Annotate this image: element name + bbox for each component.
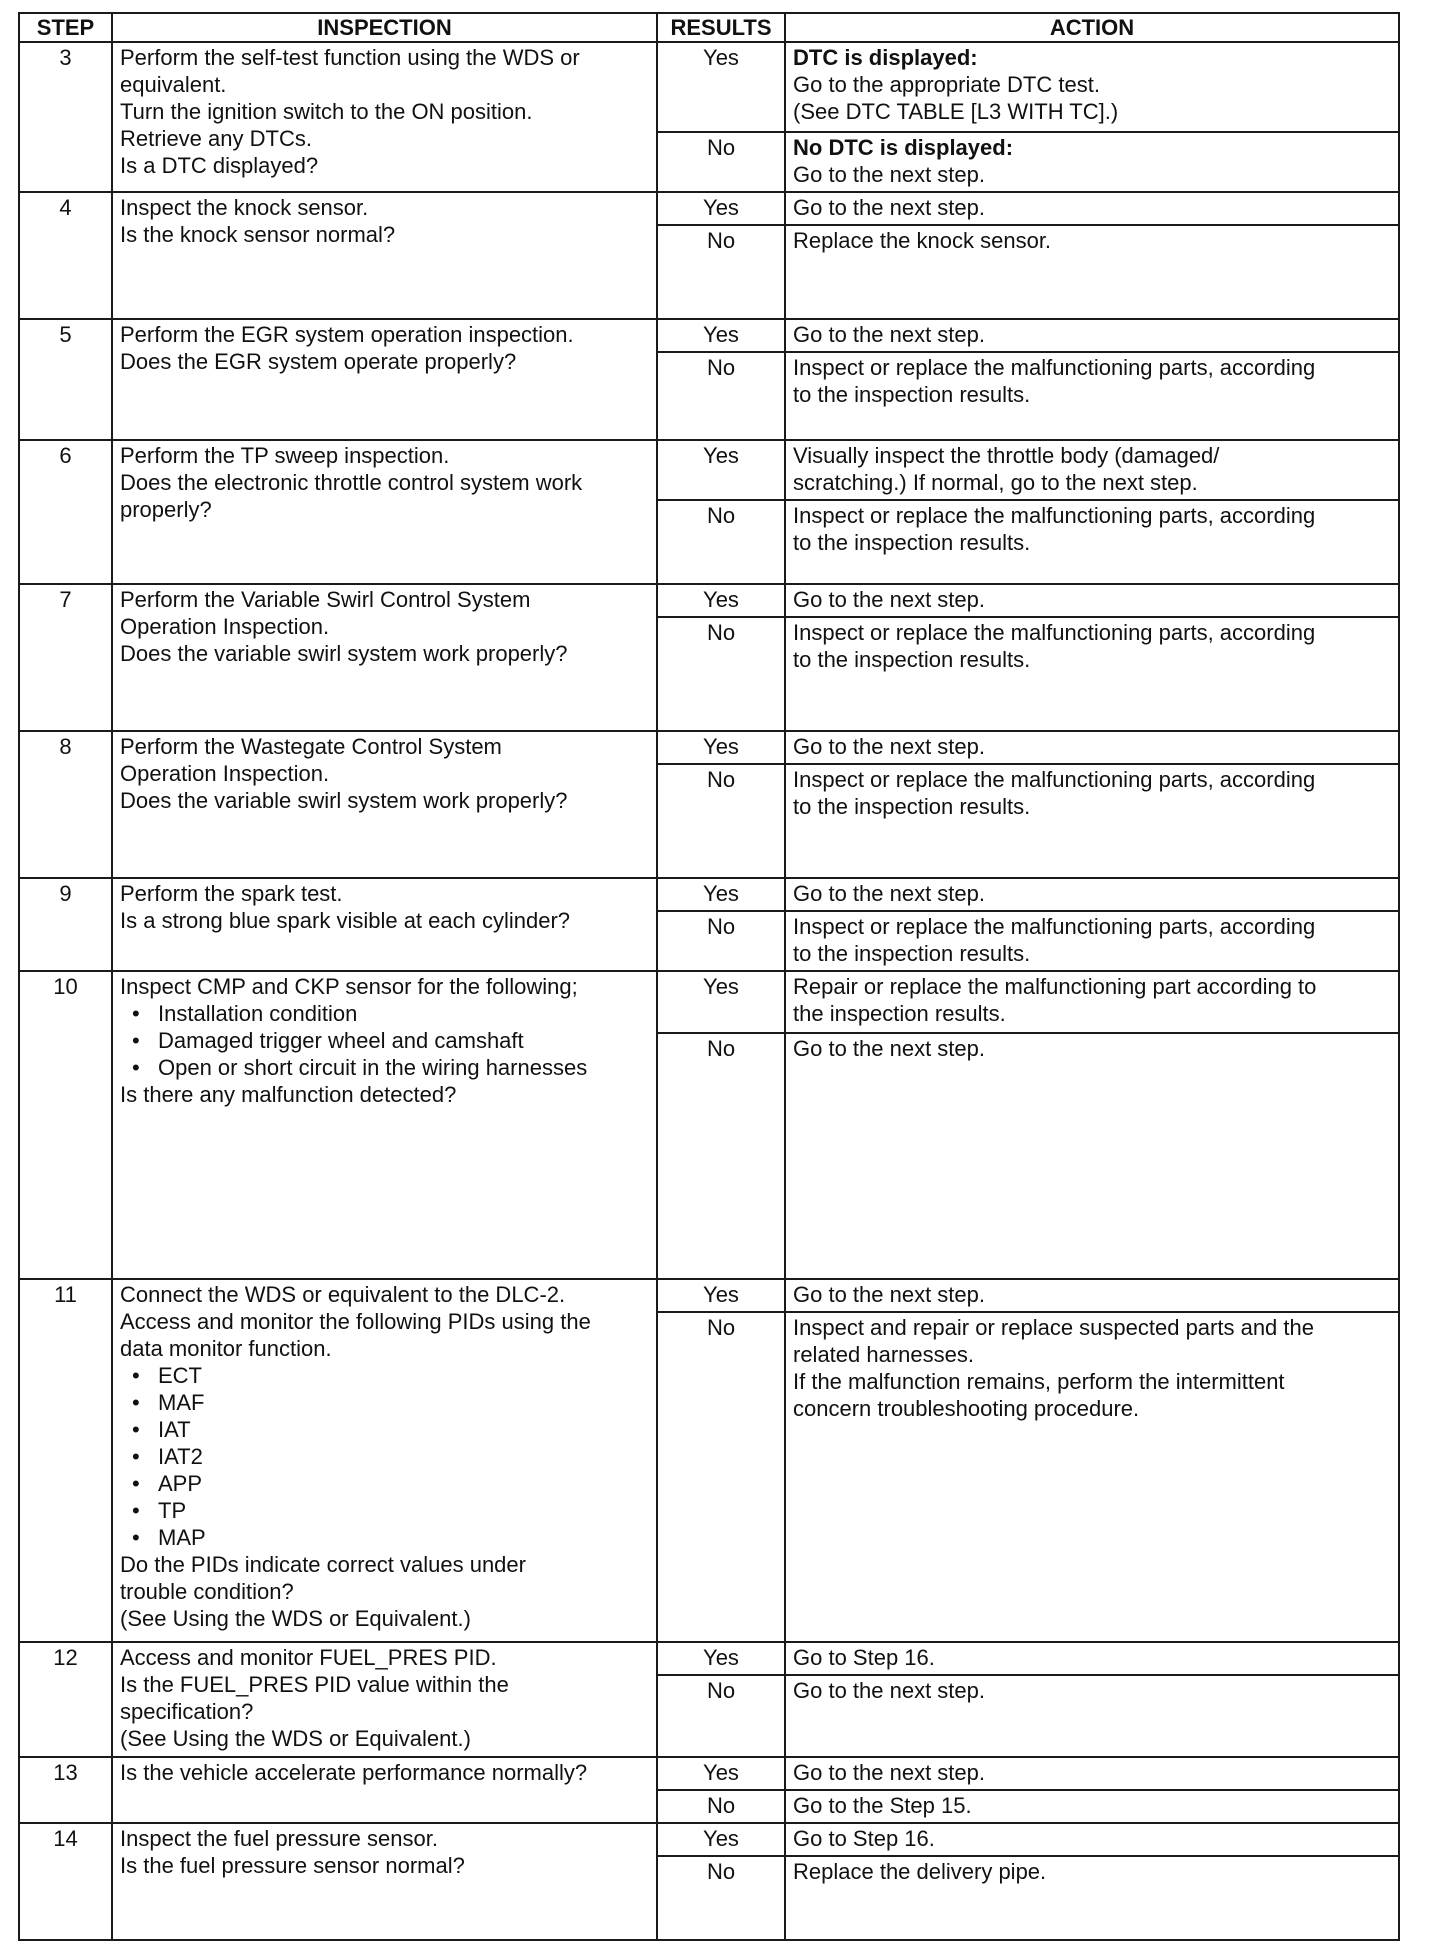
result-no: No [657, 1312, 785, 1642]
action-line: Go to the next step. [793, 1036, 986, 1061]
inspection-line: Perform the Wastegate Control System [120, 734, 502, 759]
action-line: Replace the delivery pipe. [793, 1859, 1047, 1884]
result-yes: Yes [657, 319, 785, 352]
action-yes [785, 731, 1399, 764]
pid-item: • ECT [130, 1362, 650, 1389]
inspection-cell [112, 584, 657, 731]
action-line: to the inspection results. [793, 530, 1031, 555]
action-yes [785, 1642, 1399, 1675]
action-line: Inspect and repair or replace suspected parts and the [793, 1315, 1314, 1340]
result-no: No [657, 1033, 785, 1279]
action-line: Inspect or replace the malfunctioning parts, according [793, 767, 1316, 792]
inspection-line: (See Using the WDS or Equivalent.) [120, 1606, 471, 1631]
result-yes: Yes [657, 1823, 785, 1856]
header-action: ACTION [785, 13, 1399, 42]
action-yes [785, 1757, 1399, 1790]
inspection-line: Connect the WDS or equivalent to the DLC-2. [120, 1282, 566, 1307]
action-no [785, 1790, 1399, 1823]
inspection-line: Is the fuel pressure sensor normal? [120, 1853, 465, 1878]
action-no [785, 132, 1399, 192]
result-yes: Yes [657, 731, 785, 764]
inspection-line: Does the EGR system operate properly? [120, 349, 517, 374]
step-number: 6 [19, 440, 112, 584]
bullet-item: • Damaged trigger wheel and camshaft [130, 1027, 650, 1054]
step-13-yes-row [19, 1757, 1399, 1790]
step-number: 5 [19, 319, 112, 440]
pid-item: • TP [130, 1497, 650, 1524]
inspection-cell [112, 971, 657, 1279]
result-yes: Yes [657, 1757, 785, 1790]
inspection-bullets [120, 1000, 650, 1081]
step-6-yes-row [19, 440, 1399, 500]
result-yes: Yes [657, 971, 785, 1033]
action-yes [785, 1823, 1399, 1856]
inspection-cell [112, 878, 657, 971]
result-no: No [657, 1675, 785, 1757]
inspection-cell [112, 1642, 657, 1757]
action-line: Inspect or replace the malfunctioning parts, according [793, 503, 1316, 528]
action-line: the inspection results. [793, 1001, 1006, 1026]
action-line: Go to the next step. [793, 195, 986, 220]
inspection-line: (See Using the WDS or Equivalent.) [120, 1726, 471, 1751]
step-9-yes-row [19, 878, 1399, 911]
action-line: Go to the next step. [793, 734, 986, 759]
result-no: No [657, 764, 785, 878]
header-results: RESULTS [657, 13, 785, 42]
inspection-line: Is the knock sensor normal? [120, 222, 396, 247]
action-line: Go to Step 16. [793, 1826, 935, 1851]
action-yes [785, 584, 1399, 617]
inspection-cell [112, 440, 657, 584]
action-no [785, 911, 1399, 971]
action-line: Inspect or replace the malfunctioning parts, according [793, 355, 1316, 380]
action-line: Go to the next step. [793, 587, 986, 612]
step-number: 12 [19, 1642, 112, 1757]
action-yes [785, 42, 1399, 132]
inspection-line: Operation Inspection. [120, 614, 330, 639]
diagnostic-procedure-sheet [18, 12, 1398, 1941]
step-5-yes-row [19, 319, 1399, 352]
inspection-line: Do the PIDs indicate correct values under [120, 1552, 526, 1577]
result-yes: Yes [657, 440, 785, 500]
step-number: 10 [19, 971, 112, 1279]
step-8-yes-row [19, 731, 1399, 764]
inspection-line: Perform the TP sweep inspection. [120, 443, 450, 468]
action-line: Repair or replace the malfunctioning part according to [793, 974, 1317, 999]
inspection-line: data monitor function. [120, 1336, 332, 1361]
inspection-cell [112, 731, 657, 878]
action-line: Go to the next step. [793, 1760, 986, 1785]
header-inspection: INSPECTION [112, 13, 657, 42]
result-yes: Yes [657, 1642, 785, 1675]
action-line: Inspect or replace the malfunctioning parts, according [793, 620, 1316, 645]
action-line: to the inspection results. [793, 941, 1031, 966]
action-line: Go to the next step. [793, 162, 986, 187]
inspection-line: Inspect the fuel pressure sensor. [120, 1826, 438, 1851]
inspection-line: Perform the Variable Swirl Control System [120, 587, 531, 612]
action-no [785, 617, 1399, 731]
pid-item: • IAT [130, 1416, 650, 1443]
step-number: 14 [19, 1823, 112, 1940]
bullet-item: • Open or short circuit in the wiring harnesses [130, 1054, 650, 1081]
action-line: scratching.) If normal, go to the next step. [793, 470, 1198, 495]
action-heading: No DTC is displayed: [793, 135, 1014, 160]
step-number: 7 [19, 584, 112, 731]
step-11-yes-row [19, 1279, 1399, 1312]
inspection-line: Access and monitor FUEL_PRES PID. [120, 1645, 497, 1670]
pid-item: • MAP [130, 1524, 650, 1551]
inspection-cell [112, 1757, 657, 1823]
inspection-line: Perform the spark test. [120, 881, 343, 906]
action-line: Go to the appropriate DTC test. [793, 72, 1100, 97]
inspection-line: Does the variable swirl system work properly? [120, 641, 568, 666]
result-no: No [657, 352, 785, 440]
action-line: Go to the next step. [793, 881, 986, 906]
step-number: 3 [19, 42, 112, 192]
step-14-yes-row [19, 1823, 1399, 1856]
pid-item: • MAF [130, 1389, 650, 1416]
action-line: to the inspection results. [793, 794, 1031, 819]
result-no: No [657, 911, 785, 971]
action-line: to the inspection results. [793, 647, 1031, 672]
action-line: concern troubleshooting procedure. [793, 1396, 1140, 1421]
inspection-line: Operation Inspection. [120, 761, 330, 786]
inspection-line: properly? [120, 497, 212, 522]
step-number: 13 [19, 1757, 112, 1823]
action-yes [785, 971, 1399, 1033]
step-3-yes-row [19, 42, 1399, 132]
action-line: If the malfunction remains, perform the intermittent [793, 1369, 1285, 1394]
inspection-line: Turn the ignition switch to the ON position. [120, 99, 533, 124]
action-line: (See DTC TABLE [L3 WITH TC].) [793, 99, 1119, 124]
action-no [785, 1312, 1399, 1642]
action-no [785, 225, 1399, 319]
inspection-line: Is the vehicle accelerate performance normally? [120, 1760, 588, 1785]
result-yes: Yes [657, 1279, 785, 1312]
inspection-cell [112, 192, 657, 319]
action-line: Go to the next step. [793, 1282, 986, 1307]
inspection-line: Is there any malfunction detected? [120, 1082, 457, 1107]
action-no [785, 500, 1399, 584]
action-line: Go to the next step. [793, 1678, 986, 1703]
action-yes [785, 192, 1399, 225]
inspection-line: Is a strong blue spark visible at each cylinder? [120, 908, 571, 933]
result-no: No [657, 500, 785, 584]
action-no [785, 764, 1399, 878]
action-yes [785, 1279, 1399, 1312]
step-number: 9 [19, 878, 112, 971]
inspection-line: Retrieve any DTCs. [120, 126, 312, 151]
inspection-line: specification? [120, 1699, 254, 1724]
action-yes [785, 319, 1399, 352]
step-number: 11 [19, 1279, 112, 1642]
action-yes [785, 878, 1399, 911]
bullet-item: • Installation condition [130, 1000, 650, 1027]
inspection-line: Does the variable swirl system work properly? [120, 788, 568, 813]
action-line: Inspect or replace the malfunctioning parts, according [793, 914, 1316, 939]
action-line: Go to the Step 15. [793, 1793, 972, 1818]
step-7-yes-row [19, 584, 1399, 617]
action-no [785, 1675, 1399, 1757]
step-number: 4 [19, 192, 112, 319]
inspection-line: Inspect the knock sensor. [120, 195, 369, 220]
inspection-line: Is the FUEL_PRES PID value within the [120, 1672, 509, 1697]
result-no: No [657, 1790, 785, 1823]
inspection-line: Perform the self-test function using the WDS or [120, 45, 580, 70]
action-line: Go to Step 16. [793, 1645, 935, 1670]
result-no: No [657, 1856, 785, 1940]
action-no [785, 1033, 1399, 1279]
header-row [19, 13, 1399, 42]
result-no: No [657, 132, 785, 192]
inspection-cell [112, 1823, 657, 1940]
action-line: Visually inspect the throttle body (damaged/ [793, 443, 1220, 468]
result-yes: Yes [657, 192, 785, 225]
pid-item: • APP [130, 1470, 650, 1497]
step-12-yes-row [19, 1642, 1399, 1675]
pid-item: • IAT2 [130, 1443, 650, 1470]
result-yes: Yes [657, 42, 785, 132]
header-step: STEP [19, 13, 112, 42]
inspection-cell [112, 319, 657, 440]
result-yes: Yes [657, 878, 785, 911]
inspection-line: Does the electronic throttle control system work [120, 470, 583, 495]
action-line: to the inspection results. [793, 382, 1031, 407]
result-no: No [657, 617, 785, 731]
action-line: related harnesses. [793, 1342, 974, 1367]
inspection-line: Inspect CMP and CKP sensor for the following; [120, 974, 578, 999]
step-4-yes-row [19, 192, 1399, 225]
step-number: 8 [19, 731, 112, 878]
action-yes [785, 440, 1399, 500]
inspection-line: trouble condition? [120, 1579, 294, 1604]
action-line: Replace the knock sensor. [793, 228, 1052, 253]
result-no: No [657, 225, 785, 319]
inspection-line: Access and monitor the following PIDs using the [120, 1309, 591, 1334]
action-no [785, 1856, 1399, 1940]
inspection-line: Perform the EGR system operation inspection. [120, 322, 574, 347]
action-no [785, 352, 1399, 440]
inspection-line: Is a DTC displayed? [120, 153, 319, 178]
pid-list [120, 1362, 650, 1551]
troubleshooting-table [18, 12, 1400, 1941]
action-line: Go to the next step. [793, 322, 986, 347]
inspection-cell [112, 1279, 657, 1642]
inspection-line: equivalent. [120, 72, 227, 97]
action-heading: DTC is displayed: [793, 45, 978, 70]
inspection-cell [112, 42, 657, 192]
result-yes: Yes [657, 584, 785, 617]
step-10-yes-row [19, 971, 1399, 1033]
